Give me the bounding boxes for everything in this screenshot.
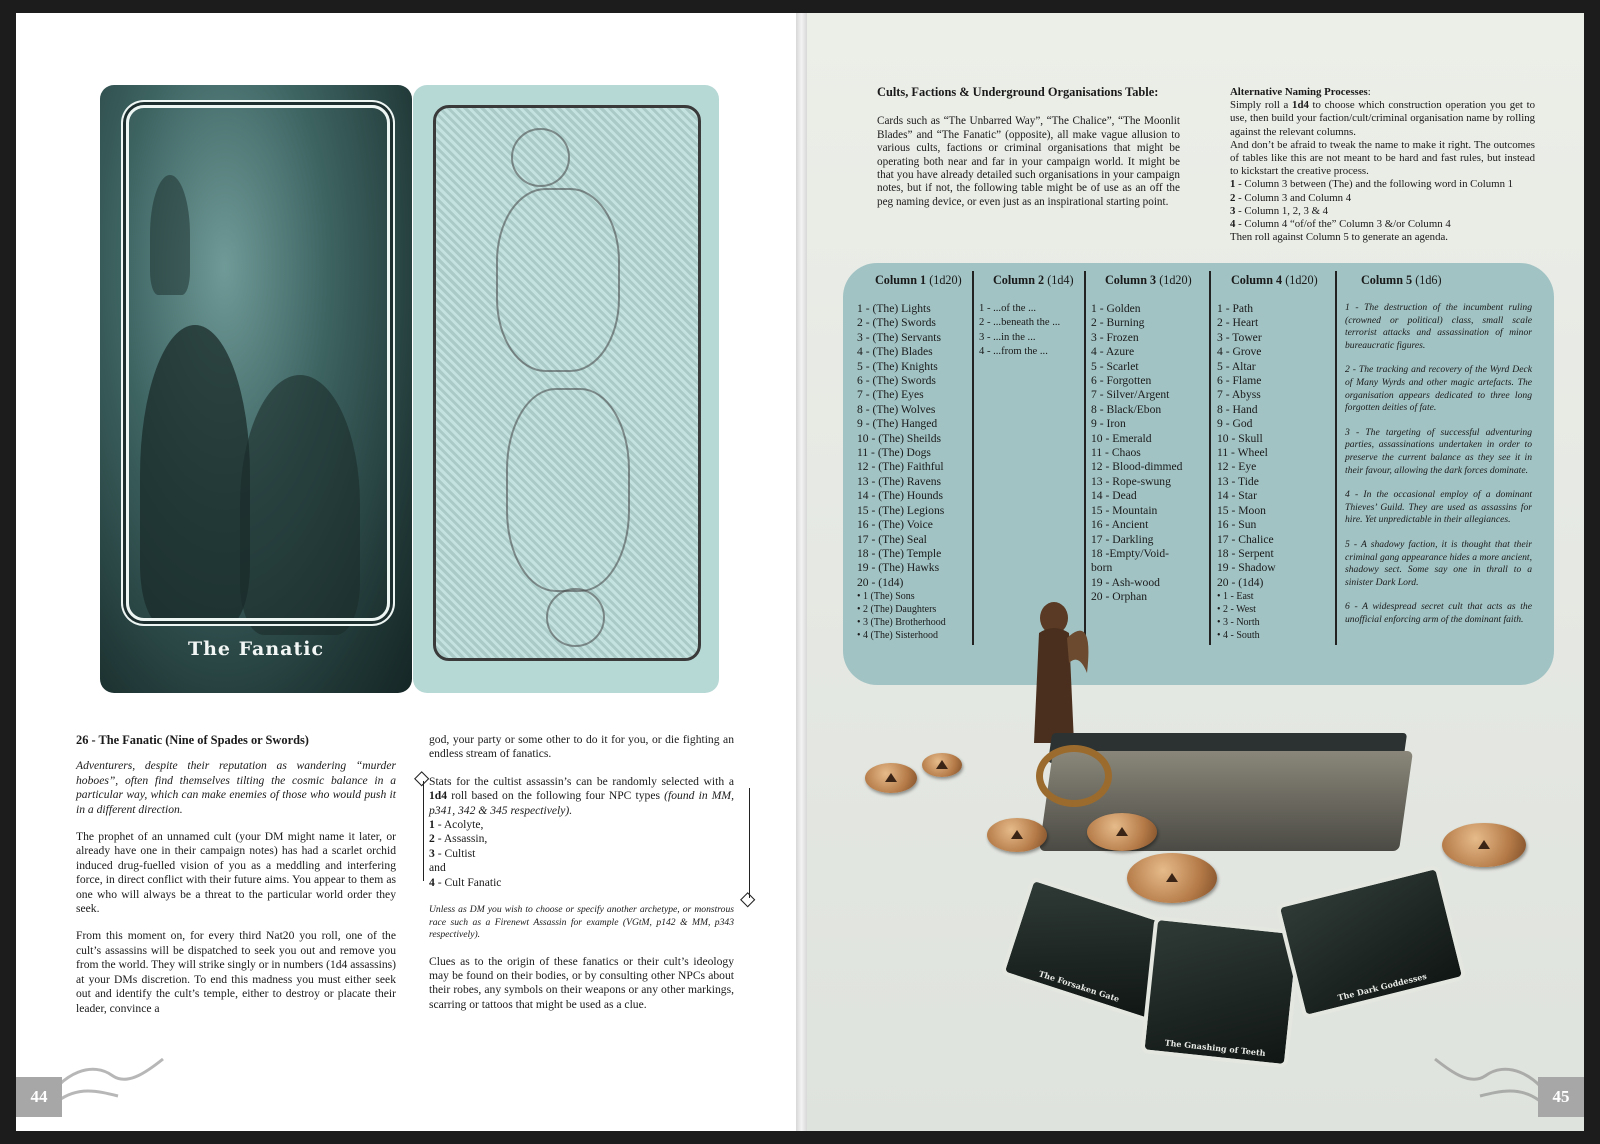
column-4-list	[1217, 302, 1331, 642]
list-item: 15 - Moon	[1217, 503, 1266, 517]
list-item: 4 - Cult Fanatic	[429, 875, 502, 889]
column-5	[1345, 269, 1532, 655]
agenda-item: 3 - The targeting of successful adventuring parties, assassinations undertaken in order to preserve the current balance as they see it in their favour, allowing the dark forces dominate.	[1345, 426, 1532, 476]
book-spread	[16, 13, 1584, 1131]
list-item: 6 - Forgotten	[1091, 374, 1152, 388]
list-item: 16 - Sun	[1217, 518, 1257, 532]
list-item: 6 - Flame	[1217, 374, 1262, 388]
list-item: 19 - Ash-wood	[1091, 575, 1160, 589]
column-4-header: Column 4 (1d20)	[1231, 273, 1318, 287]
column-3-header: Column 3 (1d20)	[1105, 273, 1192, 287]
list-item: 5 - Scarlet	[1091, 359, 1139, 373]
list-item: 1 - Column 3 between (The) and the following word in Column 1	[1230, 178, 1514, 191]
left-page	[16, 13, 796, 1131]
list-item: 15 - Mountain	[1091, 503, 1158, 517]
list-item: born	[1091, 561, 1113, 575]
agenda-item: 4 - In the occasional employ of a dominant Thieves’ Guild. They are used as assassins for hire. Yet unpredictable in their allegiances.	[1345, 489, 1532, 526]
list-item: 20 - Orphan	[1091, 590, 1148, 604]
list-item: 11 - Wheel	[1217, 446, 1268, 460]
list-item: and	[429, 861, 446, 875]
list-item: 8 - Hand	[1217, 402, 1258, 416]
column-divider	[1209, 271, 1211, 645]
list-item: 1 - (The) Lights	[857, 302, 931, 315]
column-2-header: Column 2 (1d4)	[993, 273, 1074, 287]
dice-roll: 1d4	[429, 789, 448, 803]
list-item: 12 - Eye	[1217, 460, 1257, 474]
column-1-header: Column 1 (1d20)	[875, 273, 962, 287]
list-item: 14 - Dead	[1091, 489, 1137, 503]
column-divider	[1084, 271, 1086, 645]
column-1-list	[857, 302, 969, 642]
column-1	[857, 269, 969, 655]
list-item: 16 - Ancient	[1091, 518, 1149, 532]
list-item: 5 - (The) Knights	[857, 359, 938, 373]
card-frame	[433, 105, 701, 661]
ring-icon	[1036, 745, 1112, 807]
list-item: • 2 - West	[1217, 604, 1256, 616]
list-item: • 2 (The) Daughters	[857, 604, 937, 616]
agenda-item: 6 - A widespread secret cult that acts as the unofficial enforcing arm of the dominant faith.	[1345, 601, 1532, 625]
list-item: 16 - (The) Voice	[857, 518, 933, 532]
list-item: 2 - Column 3 and Column 4	[1230, 191, 1352, 204]
card-frame	[126, 105, 390, 621]
list-item: 14 - (The) Hounds	[857, 489, 943, 503]
list-item: 18 - (The) Temple	[857, 546, 942, 560]
list-item: 12 - (The) Faithful	[857, 460, 944, 474]
fanatic-card-illustration	[100, 85, 412, 693]
list-item: 14 - Star	[1217, 489, 1257, 503]
card-title: The Fanatic	[187, 638, 325, 660]
list-item: 2 - Heart	[1217, 316, 1259, 330]
list-item: 8 - (The) Wolves	[857, 402, 936, 416]
list-item: 13 - Rope-swung	[1091, 474, 1171, 488]
column-2-list	[979, 302, 1081, 360]
list-item: 3 - (The) Servants	[857, 330, 942, 344]
list-item: 7 - Abyss	[1217, 388, 1261, 402]
paragraph-continuation: god, your party or some other to do it for you, or die fighting an endless stream of fanatics.	[429, 733, 734, 761]
list-item: 1 - ...of the ...	[979, 303, 1037, 314]
list-item: 4 - Column 4 “of/of the” Column 3 &/or Column 4	[1230, 218, 1451, 231]
page-number: 45	[1538, 1077, 1584, 1117]
alt-heading: Alternative Naming Processes	[1230, 86, 1368, 98]
list-item: 2 - (The) Swords	[857, 316, 936, 330]
list-item: 2 - Assassin,	[429, 832, 488, 846]
paragraph-prophet: The prophet of an unnamed cult (your DM might name it later, or already have one in their campaign notes) has had a scarlet orchid induced drug-fuelled vision of you as a meddling and interfering force, in direct conflict with their future aims. You appear to them as one who will always be a threat to the particular world order they seek.	[76, 830, 396, 916]
list-item: 18 -Empty/Void-	[1091, 546, 1170, 560]
list-item: 11 - Chaos	[1091, 446, 1141, 460]
list-item: • 1 - East	[1217, 591, 1254, 603]
list-item: 20 - (1d4)	[1217, 575, 1264, 589]
column-divider	[1335, 271, 1337, 645]
coin-icon	[865, 763, 917, 793]
agenda-item: 1 - The destruction of the incumbent ruling (crowned or political) class, small scale terrorist attacks and assassination of minor bureaucratic figures.	[1345, 302, 1532, 351]
list-item: 3 - Frozen	[1091, 330, 1139, 344]
list-item: 1 - Acolyte,	[429, 818, 484, 832]
list-item: 18 - Serpent	[1217, 546, 1274, 560]
list-item: 4 - Grove	[1217, 345, 1262, 359]
list-item: 1 - Path	[1217, 302, 1254, 315]
list-item: 15 - (The) Legions	[857, 503, 945, 517]
list-item: 9 - Iron	[1091, 417, 1126, 431]
alt-line-1: Simply roll a 1d4 to choose which construction operation you get to use, then build your faction/cult/criminal organisation name by rolling against the relevant columns.	[1230, 99, 1536, 138]
list-item: 1 - Golden	[1091, 302, 1141, 315]
page-number: 44	[16, 1077, 62, 1117]
coin-icon	[1087, 813, 1157, 851]
unless-note: Unless as DM you wish to choose or specify another archetype, or monstrous race such as a Firenewt Assassin for example (VGtM, p142 & MM, p343 respectively).	[429, 904, 734, 941]
list-item: 9 - God	[1217, 417, 1253, 431]
list-item: • 1 (The) Sons	[857, 591, 915, 603]
agenda-item: 2 - The tracking and recovery of the Wyrd Deck of Many Wyrds and other magic artefacts. The organisation appears dedicated to three long forgotten deities of fate.	[1345, 364, 1532, 414]
bracket-line-left	[423, 781, 424, 881]
list-item: 7 - Silver/Argent	[1091, 388, 1170, 402]
list-item: • 4 (The) Sisterhood	[857, 630, 938, 642]
table-heading: Cults, Factions & Underground Organisations Table:	[877, 85, 1159, 99]
section-heading: 26 - The Fanatic (Nine of Spades or Swords)	[76, 733, 309, 747]
list-item: 6 - (The) Swords	[857, 374, 936, 388]
list-item: 8 - Black/Ebon	[1091, 402, 1162, 416]
coin-icon	[1442, 823, 1526, 867]
column-3-list	[1091, 302, 1205, 605]
alt-naming-block: Alternative Naming Processes: Simply roll a 1d4 to choose which construction operation you get to use, then build your faction/cult/criminal organisation name by rolling against the relevant columns. And don’t be afraid to tweak the name to make it right. The outcomes of tables like this are not meant to be hard and fast rules, but instead to kickstart the creative process. 1 - Column 3 between (The) and the following word in Column 1 2 - Column 3 and Column 4 3 - Column 1, 2, 3 & 4 4 - Column 4 “of/of the” Column 3 &/or Column 4 Then roll against Column 5 to generate an agenda.	[1230, 86, 1536, 244]
d4-die-icon: ◇	[740, 888, 756, 910]
column-3	[1091, 269, 1205, 655]
tarot-card: The Gnashing of Teeth	[1140, 916, 1302, 1069]
list-item: 17 - Darkling	[1091, 532, 1154, 546]
list-item: • 3 - North	[1217, 617, 1260, 629]
list-item: 3 - Tower	[1217, 330, 1262, 344]
page-gutter	[796, 13, 807, 1131]
list-item: 3 - ...in the ...	[979, 331, 1036, 343]
list-item: 7 - (The) Eyes	[857, 388, 924, 402]
list-item: 4 - Azure	[1091, 345, 1135, 359]
list-item: 3 - Column 1, 2, 3 & 4	[1230, 204, 1329, 217]
table-intro-block	[877, 86, 1180, 209]
list-item: 3 - Cultist	[429, 846, 476, 860]
list-item: 20 - (1d4)	[857, 575, 904, 589]
list-item: 10 - Emerald	[1091, 431, 1152, 445]
coin-icon	[987, 818, 1047, 852]
list-item: 17 - (The) Seal	[857, 532, 927, 546]
list-item: 4 - ...from the ...	[979, 346, 1048, 358]
column-divider	[972, 271, 974, 645]
npc-type-list	[429, 818, 734, 890]
paragraph-nat20: From this moment on, for every third Nat20 you roll, one of the cult’s assassins will be dispatched to seek you out and remove you from the world. They will strike singly or in numbers (1d4 assassins) at your DMs discretion. To end this madness you must either seek out and identify the cult’s temple, either to destroy or placate their leader, convince a	[76, 929, 396, 1015]
column-5-header: Column 5 (1d6)	[1361, 273, 1442, 287]
list-item: 19 - Shadow	[1217, 561, 1276, 575]
list-item: 2 - Burning	[1091, 316, 1145, 330]
list-item: 2 - ...beneath the ...	[979, 317, 1061, 329]
intro-italic: Adventurers, despite their reputation as wandering “murder hoboes”, often find themselves tilting the cosmic balance in a particular way, which can make enemies of those who would push it in a different direction.	[76, 759, 396, 816]
left-column-1	[76, 733, 396, 1016]
list-item: • 4 - South	[1217, 630, 1260, 642]
list-item: 13 - Tide	[1217, 474, 1259, 488]
list-item: 10 - (The) Sheilds	[857, 431, 942, 445]
list-item: 9 - (The) Hanged	[857, 417, 938, 431]
right-page	[807, 13, 1584, 1131]
list-item: • 3 (The) Brotherhood	[857, 617, 946, 629]
tarot-card: The Dark Goddesses	[1275, 864, 1467, 1019]
list-item: 4 - (The) Blades	[857, 345, 933, 359]
bard-card-illustration	[413, 85, 719, 693]
list-item: 10 - Skull	[1217, 431, 1263, 445]
coin-icon	[922, 753, 962, 777]
agenda-item: 5 - A shadowy faction, it is thought that their criminal gang appearance hides a more ancient, shadowy sect. Some say one in thrall to a sinister Dark Lord.	[1345, 538, 1532, 588]
clues-paragraph: Clues as to the origin of these fanatics or their cult’s ideology may be found on their bodies, or by consulting other NPCs about their robes, any symbols on their weapons or any other markings, scarring or tattoos that might be used as a clue.	[429, 954, 734, 1011]
list-item: 13 - (The) Ravens	[857, 474, 942, 488]
table-intro: Cards such as “The Unbarred Way”, “The Chalice”, “The Moonlit Blades” and “The Fanatic” (opposite), all make vague allusion to various cults, factions or criminal organisations that might be operating both near and far in your campaign world. It might be that you have already detailed such organisations in your campaign notes, but if not, the following table might be of use as an off the peg naming device, or even just as an inspirational starting point.	[877, 115, 1180, 208]
list-item: 11 - (The) Dogs	[857, 446, 931, 460]
column-4	[1217, 269, 1331, 655]
left-column-2	[429, 733, 734, 1012]
stats-paragraph: Stats for the cultist assassin’s can be randomly selected with a 1d4 roll based on the following four NPC types (found in MM, p341, 342 & 345 respectively).	[429, 774, 734, 817]
alt-line-2: And don’t be afraid to tweak the name to make it right. The outcomes of tables like this are not meant to be hard and fast rules, but instead to kickstart the creative process.	[1230, 138, 1535, 178]
bracket-line-right	[749, 788, 750, 898]
list-item: 12 - Blood-dimmed	[1091, 460, 1183, 474]
list-item: 17 - Chalice	[1217, 532, 1274, 546]
d4-die-icon: ◇	[414, 767, 430, 789]
tarot-card: The Forsaken Gate	[1000, 876, 1182, 1023]
naming-table-panel	[843, 263, 1554, 685]
list-item: 5 - Altar	[1217, 359, 1256, 373]
coin-icon	[1127, 853, 1217, 903]
alt-final: Then roll against Column 5 to generate an agenda.	[1230, 231, 1448, 244]
list-item: 19 - (The) Hawks	[857, 561, 940, 575]
